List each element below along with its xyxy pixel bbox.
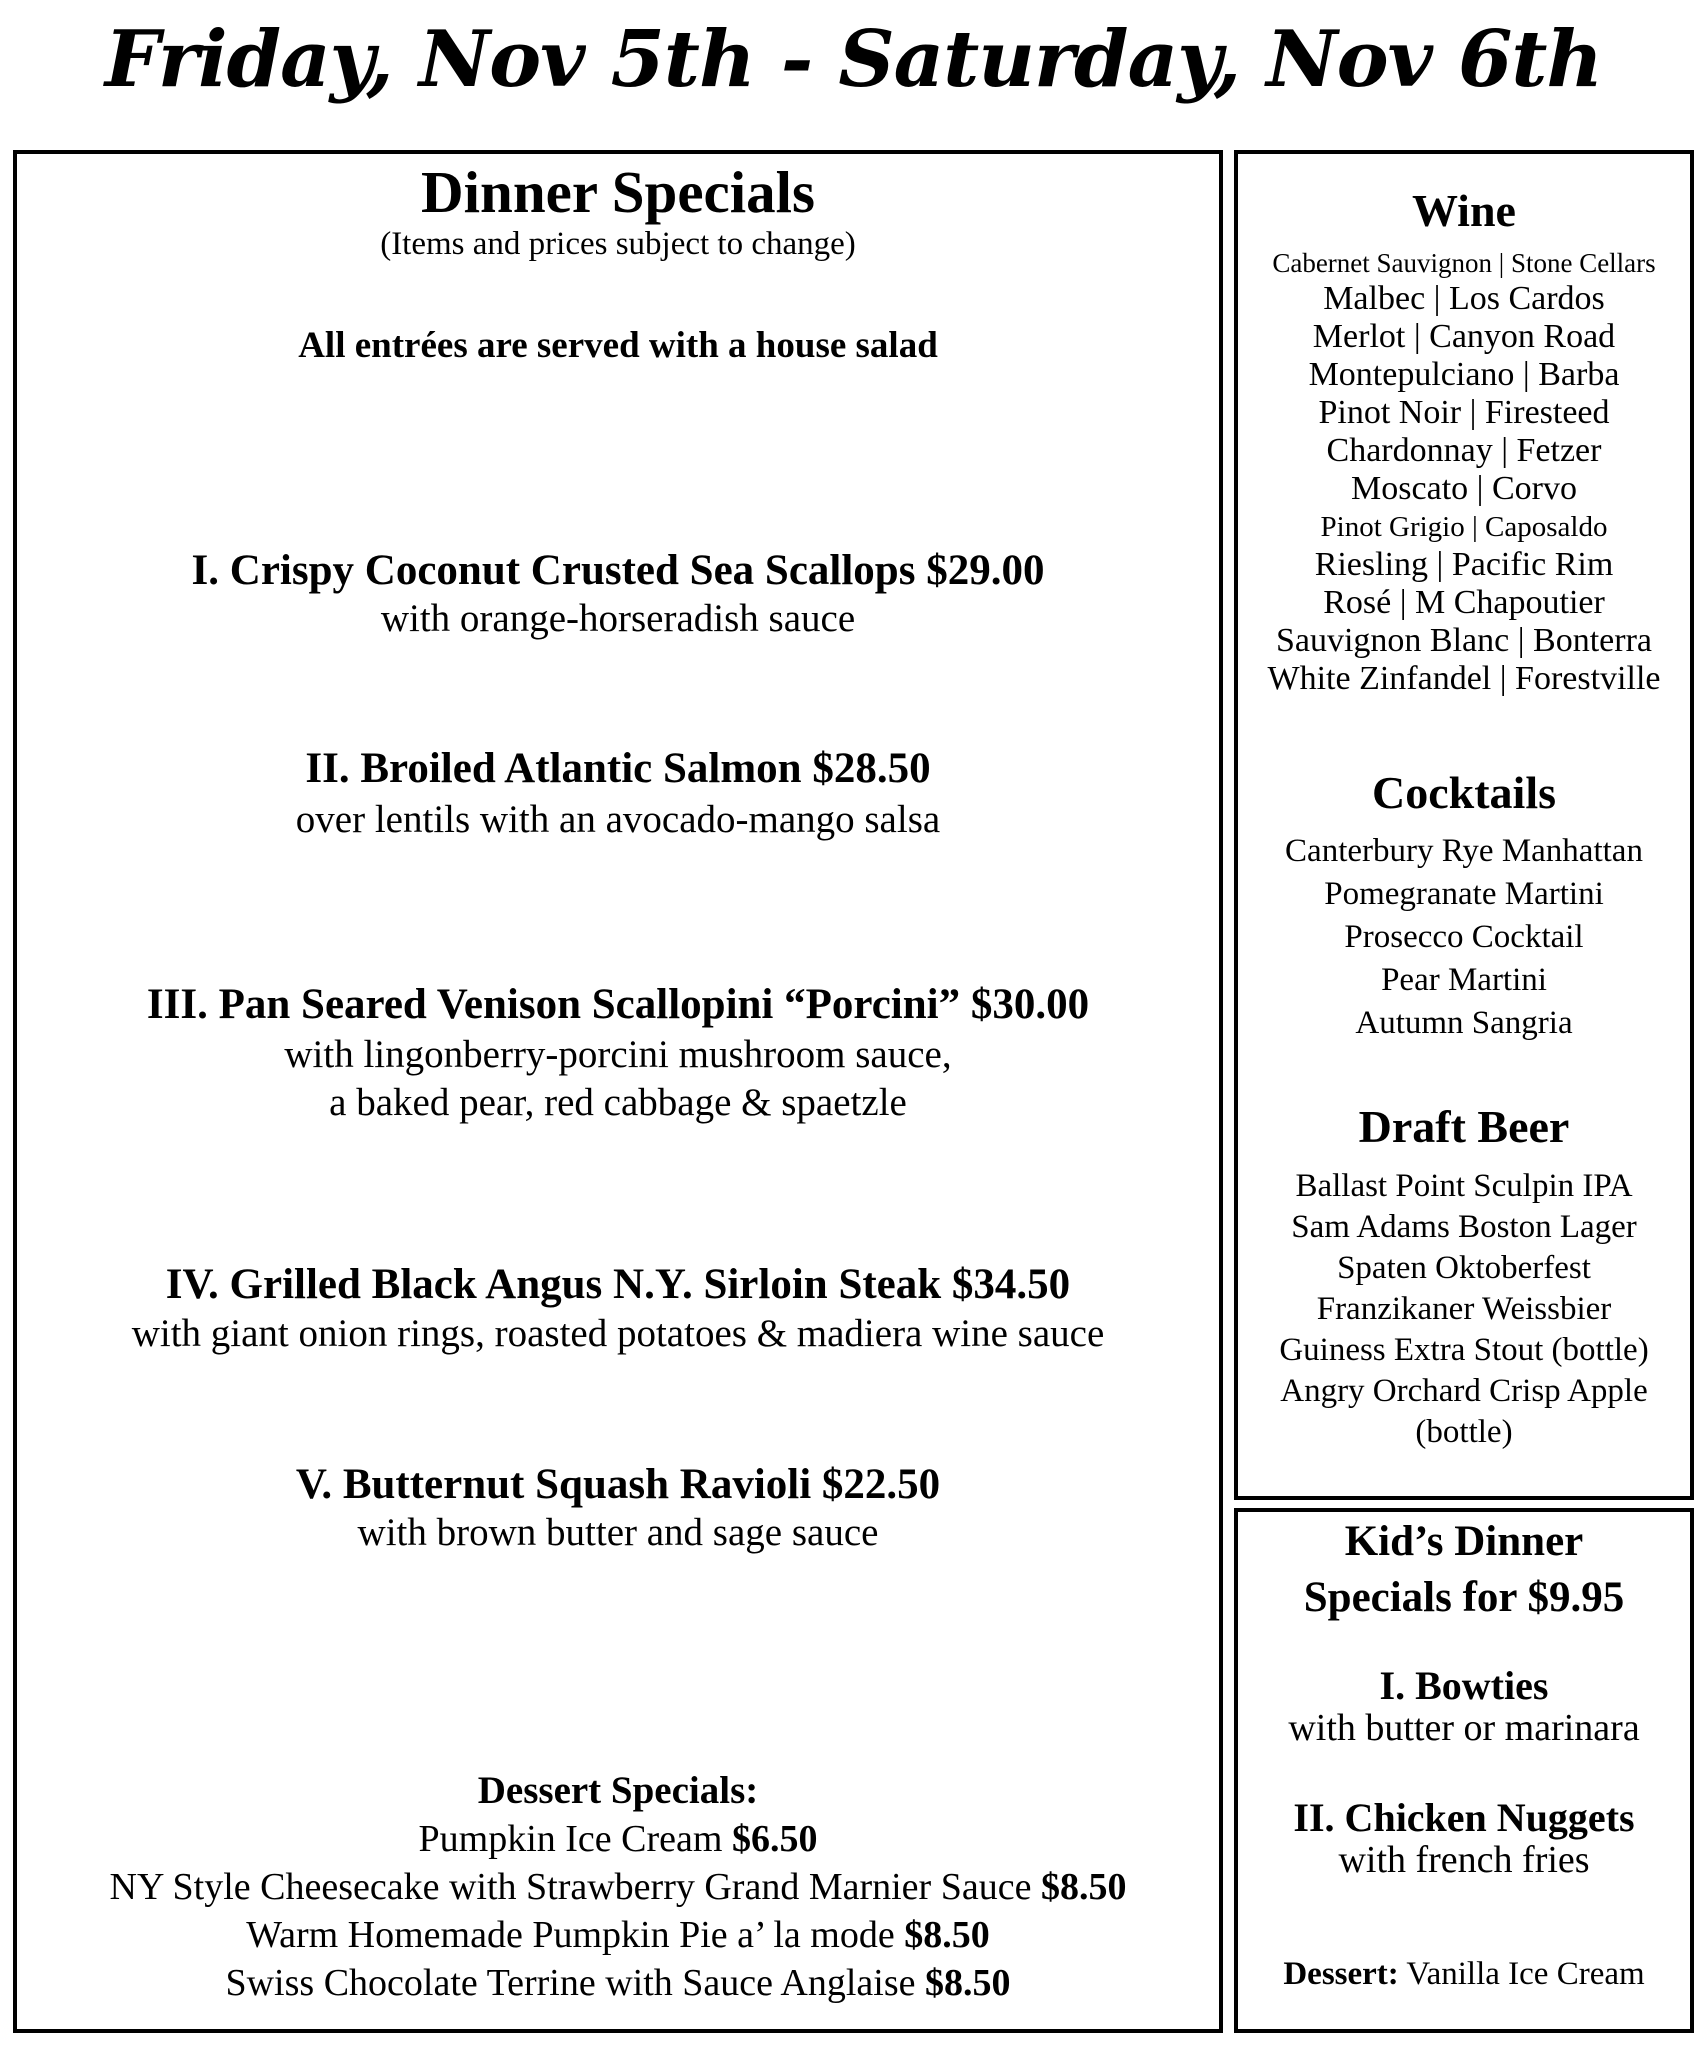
entree-title: I. Crispy Coconut Crusted Sea Scallops $29.00 [191,547,1045,594]
drinks-panel [1234,150,1694,1500]
beer-item: Spaten Oktoberfest [1337,1250,1591,1286]
wine-item: Cabernet Sauvignon | Stone Cellars [1272,248,1656,278]
entree-description: with brown butter and sage sauce [357,1511,879,1554]
wine-item: Moscato | Corvo [1351,470,1577,507]
entree-title: IV. Grilled Black Angus N.Y. Sirloin Steak $34.50 [165,1261,1071,1308]
kids-item-title: I. Bowties [1379,1663,1549,1708]
entree-title: V. Butternut Squash Ravioli $22.50 [295,1461,941,1508]
kids-item-description: with butter or marinara [1288,1707,1640,1749]
entree-description: with orange-horseradish sauce [380,597,856,640]
salad-note: All entrées are served with a house salad [298,325,938,366]
cocktail-item: Canterbury Rye Manhattan [1285,833,1643,869]
kids-item-description: with french fries [1338,1839,1590,1881]
kids-heading-price: Specials for $9.95 [1303,1574,1625,1621]
dessert-item: NY Style Cheesecake with Strawberry Grand Marnier Sauce $8.50 [109,1866,1127,1908]
wine-heading: Wine [1412,185,1516,236]
cocktail-item: Pomegranate Martini [1324,876,1604,912]
beer-item: Ballast Point Sculpin IPA [1295,1168,1633,1204]
wine-item: Merlot | Canyon Road [1312,318,1616,355]
beer-item: Guiness Extra Stout (bottle) [1279,1332,1649,1368]
beer-item: (bottle) [1415,1414,1513,1450]
kids-heading: Kid’s Dinner [1344,1518,1584,1565]
kids-dessert: Dessert: Vanilla Ice Cream [1283,1956,1645,1992]
wine-item: Sauvignon Blanc | Bonterra [1275,622,1652,659]
entree-title: II. Broiled Atlantic Salmon $28.50 [305,745,931,792]
beer-item: Sam Adams Boston Lager [1291,1209,1637,1245]
wine-item: Riesling | Pacific Rim [1314,546,1614,583]
kids-specials-panel [1234,1508,1694,2033]
wine-item: Malbec | Los Cardos [1323,280,1605,317]
dessert-item: Warm Homemade Pumpkin Pie a’ la mode $8.50 [246,1914,990,1956]
beer-item: Franzikaner Weissbier [1316,1291,1612,1327]
dessert-item: Swiss Chocolate Terrine with Sauce Anglaise $8.50 [225,1962,1011,2004]
dessert-item: Pumpkin Ice Cream $6.50 [418,1818,818,1860]
entree-description: with giant onion rings, roasted potatoes & madiera wine sauce [131,1312,1105,1355]
wine-item: Pinot Grigio | Caposaldo [1320,511,1608,543]
entree-description: with lingonberry-porcini mushroom sauce, [284,1033,952,1076]
cocktail-item: Autumn Sangria [1355,1005,1573,1041]
dessert-specials-heading: Dessert Specials: [477,1769,759,1812]
wine-item: Pinot Noir | Firesteed [1318,394,1610,431]
beer-item: Angry Orchard Crisp Apple [1280,1373,1648,1409]
page-title: Friday, Nov 5th - Saturday, Nov 6th [104,14,1603,105]
entree-description: a baked pear, red cabbage & spaetzle [329,1081,907,1124]
entree-title: III. Pan Seared Venison Scallopini “Porcini” $30.00 [146,981,1090,1028]
wine-item: Montepulciano | Barba [1308,356,1620,393]
wine-item: Chardonnay | Fetzer [1326,432,1602,469]
dinner-specials-panel [13,150,1223,2033]
wine-item: White Zinfandel | Forestville [1267,660,1661,697]
wine-item: Rosé | M Chapoutier [1323,584,1605,621]
cocktail-item: Pear Martini [1381,962,1547,998]
kids-item-title: II. Chicken Nuggets [1293,1795,1635,1840]
dinner-specials-note: (Items and prices subject to change) [380,226,856,262]
entree-description: over lentils with an avocado-mango salsa [295,798,941,841]
cocktails-heading: Cocktails [1372,767,1556,818]
cocktail-item: Prosecco Cocktail [1344,919,1584,955]
dinner-specials-heading: Dinner Specials [421,159,815,225]
draft-beer-heading: Draft Beer [1358,1101,1570,1152]
